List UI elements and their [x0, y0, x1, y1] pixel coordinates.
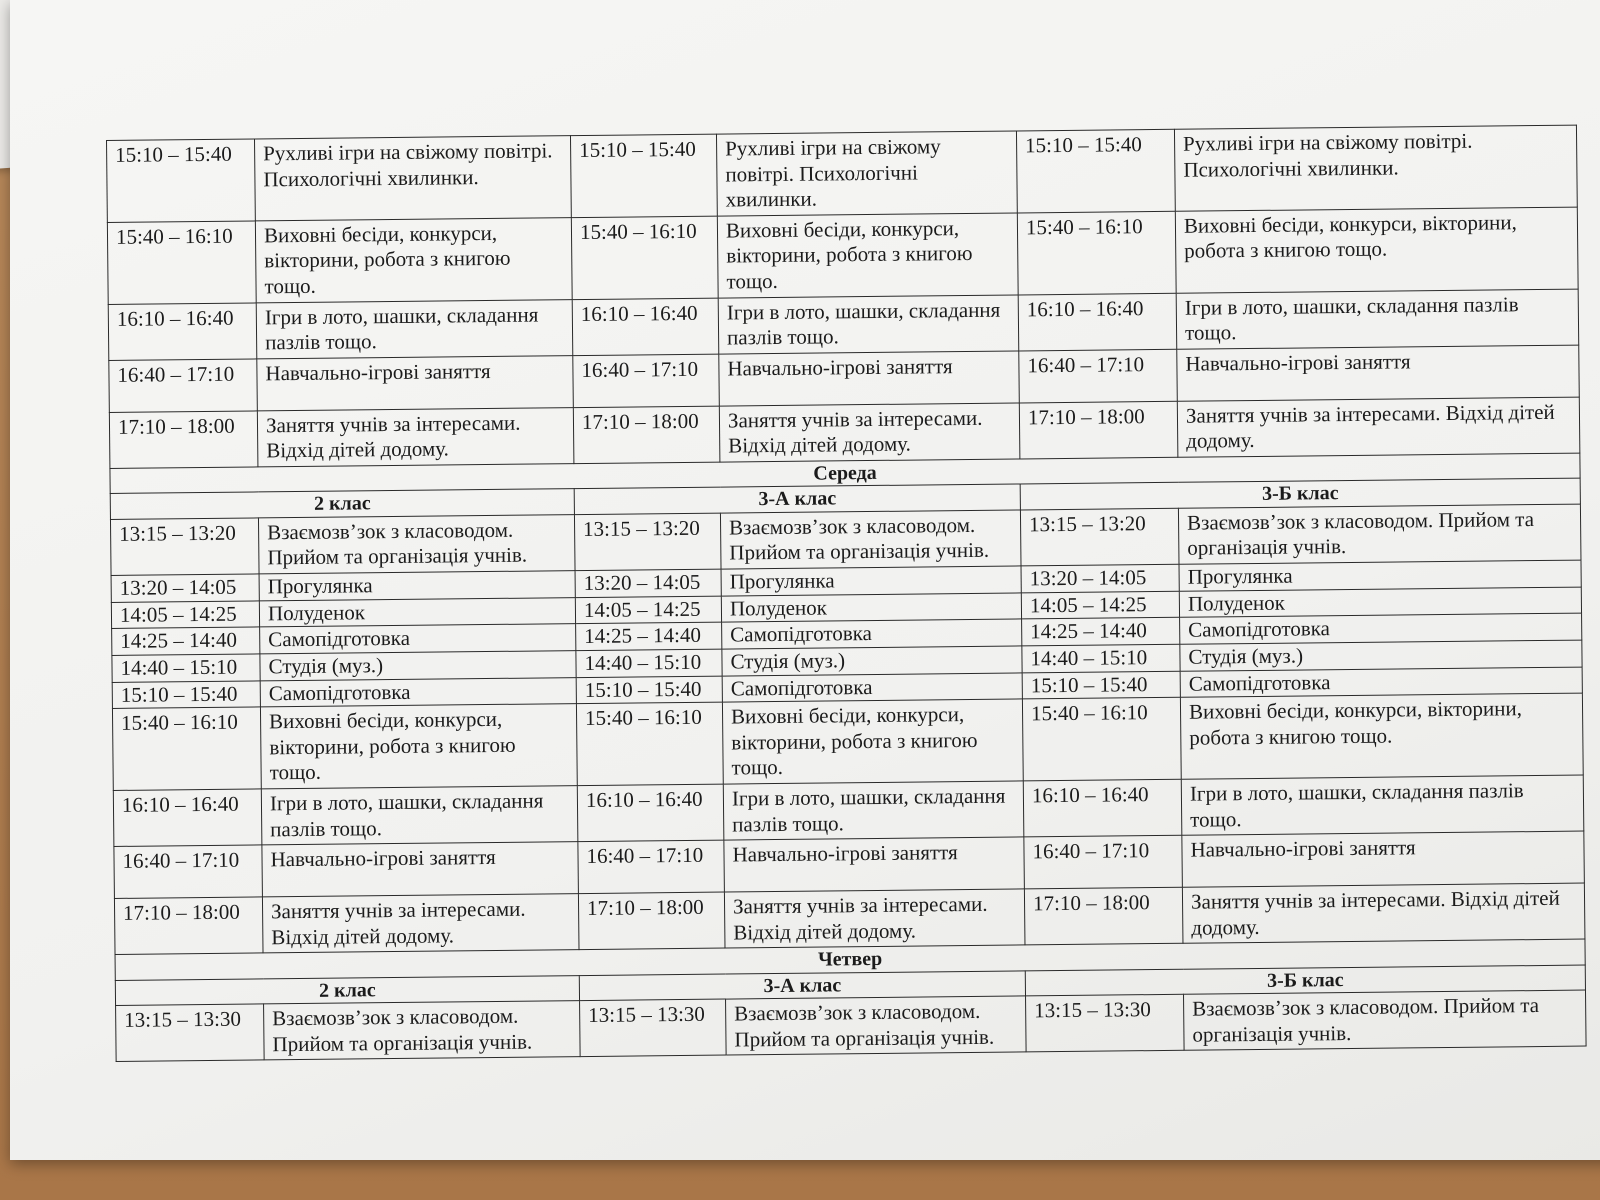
time-cell: 13:15 – 13:30	[1026, 994, 1185, 1052]
activity-cell: Заняття учнів за інтересами. Відхід дітей додому.	[257, 407, 574, 467]
activity-cell: Самопідготовка	[1180, 613, 1582, 644]
time-cell: 13:15 – 13:20	[1020, 508, 1179, 566]
time-cell: 16:40 – 17:10	[1019, 349, 1178, 403]
time-cell: 16:40 – 17:10	[573, 354, 720, 408]
activity-cell: Заняття учнів за інтересами. Відхід дітей додому.	[719, 403, 1020, 462]
time-cell: 13:15 – 13:20	[110, 518, 259, 576]
activity-cell: Ігри в лото, шашки, складання пазлів тощо.	[723, 781, 1024, 840]
activity-cell: Взаємозв’зок з класоводом. Прийом та організація учнів.	[1178, 504, 1581, 564]
time-cell: 16:10 – 16:40	[572, 298, 719, 356]
time-cell: 16:10 – 16:40	[108, 303, 257, 361]
time-cell: 15:10 – 15:40	[1016, 129, 1175, 212]
activity-cell: Самопідготовка	[722, 619, 1022, 649]
day-header-thursday: Четвер	[115, 939, 1585, 980]
activity-cell: Взаємозв’зок з класоводом. Прийом та організація учнів.	[264, 1001, 581, 1061]
time-cell: 15:40 – 16:10	[107, 221, 256, 304]
activity-cell: Полуденок	[1179, 587, 1581, 618]
time-cell: 13:15 – 13:20	[574, 513, 721, 571]
schedule-table	[106, 125, 1587, 1063]
activity-cell: Виховні бесіди, конкурси, вікторини, робота з книгою тощо.	[1180, 693, 1583, 779]
day-header-wednesday: Середа	[110, 453, 1580, 494]
document-sheet	[10, 0, 1600, 1160]
time-cell: 14:40 – 15:10	[576, 649, 722, 677]
time-cell: 17:10 – 18:00	[1024, 887, 1183, 945]
activity-cell: Навчально-ігрові заняття	[1182, 831, 1585, 887]
activity-cell: Навчально-ігрові заняття	[257, 355, 574, 410]
time-cell: 15:40 – 16:10	[112, 707, 261, 790]
activity-cell: Виховні бесіди, конкурси, вікторини, робота з книгою тощо.	[1175, 207, 1578, 293]
time-cell: 15:40 – 16:10	[1017, 211, 1176, 294]
schedule-table-wrap	[106, 125, 1586, 1063]
activity-cell: Самопідготовка	[260, 624, 576, 654]
class-header: 3-Б клас	[1020, 479, 1580, 510]
time-cell: 15:10 – 15:40	[1022, 671, 1180, 699]
activity-cell: Рухливі ігри на свіжому повітрі. Психологічні хвилинки.	[1174, 125, 1577, 211]
activity-cell: Заняття учнів за інтересами. Відхід дітей додому.	[1177, 397, 1580, 457]
activity-cell: Ігри в лото, шашки, складання пазлів тощо.	[718, 295, 1019, 354]
activity-cell: Взаємозв’зок з класоводом. Прийом та організація учнів.	[1184, 990, 1587, 1050]
time-cell: 14:40 – 15:10	[1022, 644, 1180, 672]
activity-cell: Полуденок	[721, 593, 1021, 623]
time-cell: 14:25 – 14:40	[576, 622, 722, 650]
table-row	[107, 207, 1578, 304]
time-cell: 13:20 – 14:05	[1021, 564, 1179, 592]
activity-cell: Навчально-ігрові заняття	[724, 837, 1025, 892]
activity-cell: Рухливі ігри на свіжому повітрі. Психологічні хвилинки.	[254, 136, 571, 221]
time-cell: 14:40 – 15:10	[112, 654, 260, 682]
time-cell: 16:40 – 17:10	[1024, 835, 1183, 889]
activity-cell: Виховні бесіди, конкурси, вікторини, робота з книгою тощо.	[255, 217, 572, 302]
table-row	[112, 693, 1583, 790]
time-cell: 15:40 – 16:10	[571, 216, 718, 299]
activity-cell: Взаємозв’зок з класоводом. Прийом та організація учнів.	[258, 514, 575, 574]
activity-cell: Ігри в лото, шашки, складання пазлів тощо.	[256, 299, 573, 359]
activity-cell: Виховні бесіди, конкурси, вікторини, робота з книгою тощо.	[717, 213, 1018, 298]
activity-cell: Самопідготовка	[260, 677, 576, 707]
activity-cell: Самопідготовка	[722, 672, 1022, 702]
time-cell: 16:10 – 16:40	[1018, 293, 1177, 351]
activity-cell: Самопідготовка	[1180, 667, 1582, 698]
time-cell: 13:20 – 14:05	[111, 574, 259, 602]
table-row	[107, 125, 1578, 222]
activity-cell: Навчально-ігрові заняття	[262, 842, 579, 897]
time-cell: 14:25 – 14:40	[1022, 618, 1180, 646]
time-cell: 16:10 – 16:40	[113, 789, 262, 847]
activity-cell: Прогулянка	[1179, 560, 1581, 591]
activity-cell: Студія (муз.)	[1180, 640, 1582, 671]
time-cell: 15:40 – 16:10	[576, 702, 723, 785]
time-cell: 17:10 – 18:00	[109, 411, 258, 469]
activity-cell: Ігри в лото, шашки, складання пазлів тощо.	[261, 786, 578, 846]
activity-cell: Студія (муз.)	[260, 651, 576, 681]
activity-cell: Заняття учнів за інтересами. Відхід дітей додому.	[724, 889, 1025, 948]
time-cell: 13:20 – 14:05	[575, 569, 721, 597]
activity-cell: Прогулянка	[721, 566, 1021, 596]
activity-cell: Заняття учнів за інтересами. Відхід дітей додому.	[1182, 883, 1585, 943]
time-cell: 17:10 – 18:00	[578, 892, 725, 950]
time-cell: 15:10 – 15:40	[570, 134, 717, 217]
activity-cell: Полуденок	[259, 597, 575, 627]
activity-cell: Заняття учнів за інтересами. Відхід дітей додому.	[262, 894, 579, 954]
activity-cell: Рухливі ігри на свіжому повітрі. Психологічні хвилинки.	[716, 131, 1017, 216]
activity-cell: Ігри в лото, шашки, складання пазлів тощо.	[1181, 775, 1584, 835]
activity-cell: Навчально-ігрові заняття	[1177, 345, 1580, 401]
time-cell: 13:15 – 13:30	[116, 1004, 265, 1062]
time-cell: 15:10 – 15:40	[107, 139, 256, 222]
class-header: 3-А клас	[579, 971, 1025, 1001]
time-cell: 14:05 – 14:25	[1021, 591, 1179, 619]
class-header: 3-Б клас	[1025, 965, 1585, 996]
time-cell: 14:05 – 14:25	[111, 601, 259, 629]
class-header: 2 клас	[110, 489, 574, 519]
activity-cell: Навчально-ігрові заняття	[719, 351, 1020, 406]
time-cell: 17:10 – 18:00	[573, 406, 720, 464]
time-cell: 17:10 – 18:00	[1019, 401, 1178, 459]
activity-cell: Виховні бесіди, конкурси, вікторини, робота з книгою тощо.	[260, 704, 577, 789]
time-cell: 13:15 – 13:30	[580, 999, 727, 1057]
activity-cell: Взаємозв’зок з класоводом. Прийом та організація учнів.	[720, 510, 1021, 569]
time-cell: 14:25 – 14:40	[112, 627, 260, 655]
time-cell: 15:10 – 15:40	[576, 676, 722, 704]
activity-cell: Ігри в лото, шашки, складання пазлів тощо.	[1176, 289, 1579, 349]
time-cell: 16:10 – 16:40	[1023, 779, 1182, 837]
time-cell: 15:40 – 16:10	[1022, 697, 1181, 780]
class-header: 3-А клас	[574, 484, 1020, 514]
time-cell: 16:40 – 17:10	[578, 840, 725, 894]
time-cell: 16:40 – 17:10	[109, 359, 258, 413]
class-header: 2 клас	[115, 975, 579, 1005]
time-cell: 16:40 – 17:10	[114, 845, 263, 899]
time-cell: 15:10 – 15:40	[112, 680, 260, 708]
time-cell: 14:05 – 14:25	[575, 596, 721, 624]
time-cell: 16:10 – 16:40	[577, 784, 724, 842]
time-cell: 17:10 – 18:00	[114, 897, 263, 955]
activity-cell: Студія (муз.)	[722, 646, 1022, 676]
activity-cell: Прогулянка	[259, 571, 575, 601]
activity-cell: Виховні бесіди, конкурси, вікторини, робота з книгою тощо.	[722, 699, 1023, 784]
activity-cell: Взаємозв’зок з класоводом. Прийом та організація учнів.	[726, 996, 1027, 1055]
